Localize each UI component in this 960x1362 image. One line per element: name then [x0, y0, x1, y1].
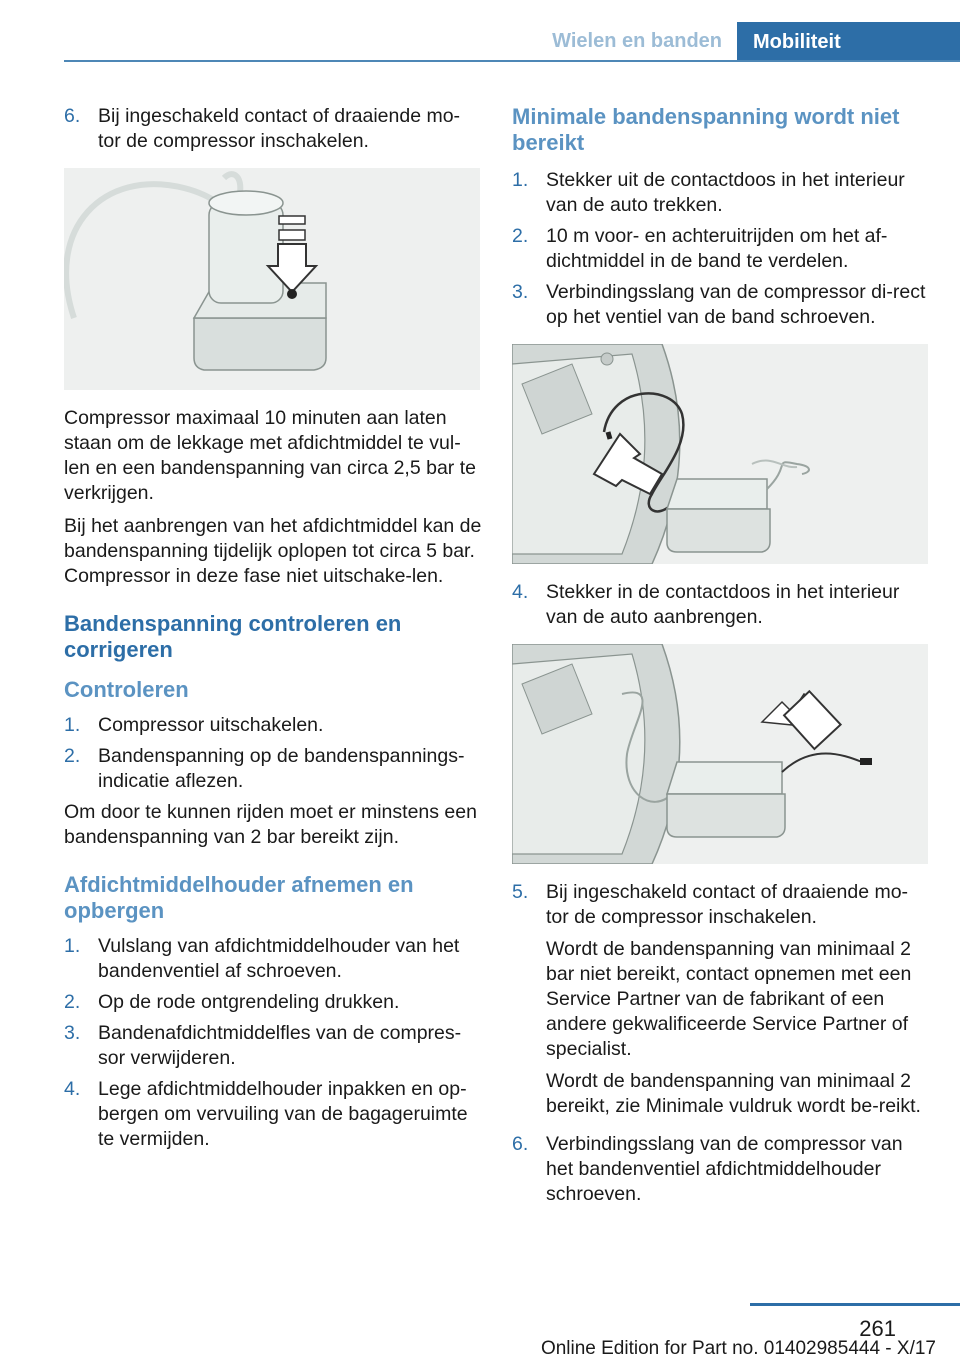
right-column	[512, 104, 930, 1213]
footer-rule	[750, 1303, 960, 1306]
list-item	[512, 280, 930, 330]
list-item	[64, 1077, 482, 1152]
page-number: 261	[859, 1316, 896, 1341]
subsection-heading: Afdichtmiddelhouder afnemen en opbergen	[64, 872, 414, 923]
step-text: Bij ingeschakeld contact of draaiende mo‐tor de compressor inschakelen.	[98, 105, 461, 152]
step-text	[546, 880, 930, 1126]
list-item	[512, 1132, 930, 1207]
left-column	[64, 104, 482, 1158]
step-number: 4.	[64, 1078, 81, 1100]
step-number: 3.	[64, 1022, 81, 1044]
step-text: Bandenafdichtmiddelfles van de compres‐sor verwijderen.	[98, 1022, 462, 1069]
step-text: Op de rode ontgrendeling drukken.	[98, 991, 400, 1013]
step-number: 2.	[512, 225, 529, 247]
paragraph: Bij het aanbrengen van het afdichtmiddel kan de bandenspanning tijdelijk oplopen tot circa 5 bar. Compressor in deze fase niet uitschake‐len.	[64, 515, 482, 587]
list-item	[64, 934, 482, 984]
step-main-text: Bij ingeschakeld contact of draaiende mo‐tor de compressor inschakelen.	[546, 881, 909, 928]
step-text: Lege afdichtmiddelhouder inpakken en op‐bergen om vervuiling van de bagageruimte te vermijden.	[98, 1078, 468, 1150]
step-text: Verbindingsslang van de compressor van het bandenventiel afdichtmiddelhouder schroeven.	[546, 1133, 903, 1205]
step-number: 4.	[512, 581, 529, 603]
list-item	[512, 880, 930, 1126]
step-number: 2.	[64, 991, 81, 1013]
paragraph: Compressor maximaal 10 minuten aan laten staan om de lekkage met afdichtmiddel te vul‐len en een bandenspanning van circa 2,5 bar te verkrijgen.	[64, 407, 476, 504]
step-note: Wordt de bandenspanning van minimaal 2 bereikt, zie Minimale vuldruk wordt be‐reikt.	[546, 1070, 921, 1117]
step-text: Stekker in de contactdoos in het interieur van de auto aanbrengen.	[546, 581, 900, 628]
step-number: 1.	[512, 169, 529, 191]
hose-on-valve-figure	[512, 344, 928, 564]
step-note: Wordt de bandenspanning van minimaal 2 bar niet bereikt, contact opnemen met een Service Partner van de fabrikant of een andere gekwalificeerde Service Partner of specialist.	[546, 938, 912, 1060]
list-item	[64, 990, 482, 1015]
step-number: 1.	[64, 935, 81, 957]
paragraph: Om door te kunnen rijden moet er minstens een bandenspanning van 2 bar bereikt zijn.	[64, 801, 477, 848]
header-rule	[64, 60, 960, 62]
step-text: Vulslang van afdichtmiddelhouder van het bandenventiel af schroeven.	[98, 935, 460, 982]
step-text: Verbindingsslang van de compressor di‐rect op het ventiel van de band schroeven.	[546, 281, 926, 328]
list-item	[512, 580, 930, 630]
step-number: 6.	[64, 105, 81, 127]
header-chapter-tab: Mobiliteit	[737, 22, 960, 62]
list-item	[64, 713, 482, 738]
step-number: 5.	[512, 881, 529, 903]
section-heading: Minimale bandenspanning wordt niet bereikt	[512, 104, 900, 155]
section-heading: Bandenspanning controleren en corrigeren	[64, 611, 402, 662]
step-number: 6.	[512, 1133, 529, 1155]
subsection-heading: Controleren	[64, 677, 189, 702]
plug-in-socket-figure	[512, 644, 928, 864]
edition-footer: Online Edition for Part no. 01402985444 - X/17	[540, 1338, 936, 1359]
page-header	[0, 0, 960, 62]
step-text: Stekker uit de contactdoos in het interieur van de auto trekken.	[546, 169, 905, 216]
step-number: 2.	[64, 745, 81, 767]
step-number: 3.	[512, 281, 529, 303]
step-text: 10 m voor- en achteruitrijden om het af‐dichtmiddel in de band te verdelen.	[546, 225, 888, 272]
header-section-title: Wielen en banden	[552, 30, 722, 52]
compressor-bottle-figure	[64, 168, 480, 390]
step-text: Bandenspanning op de bandenspannings‐indicatie aflezen.	[98, 745, 465, 792]
list-item	[64, 744, 482, 794]
step-number: 1.	[64, 714, 81, 736]
list-item	[64, 1021, 482, 1071]
list-item	[64, 104, 482, 154]
list-item	[512, 168, 930, 218]
step-text: Compressor uitschakelen.	[98, 714, 324, 736]
list-item	[512, 224, 930, 274]
